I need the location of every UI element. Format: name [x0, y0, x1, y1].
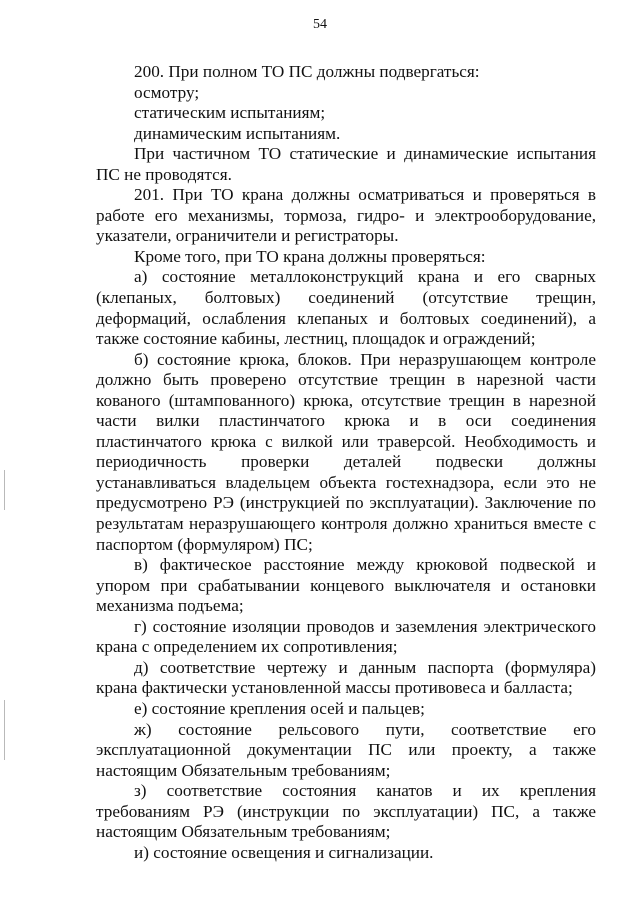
list-item-inspection: осмотру; — [134, 82, 200, 102]
item-z-ropes: з) соответствие состояния канатов и их крепления требованиям РЭ (инструкции по эксплуатации) ПС, а также настоящим Обязательным требованиям; — [96, 781, 596, 842]
item-g-insulation: г) состояние изоляции проводов и заземления электрического крана с определением их сопротивления; — [96, 616, 596, 657]
page-number: 54 — [313, 17, 327, 32]
scan-edge-mark — [4, 700, 5, 760]
item-e-axles-pins: е) состояние крепления осей и пальцев; — [134, 698, 425, 718]
item-b-hook-blocks: б) состояние крюка, блоков. При неразрушающем контроле должно быть проверено отсутствие трещин в нарезной части кованого (штампованного) крюка, отсутствие трещин в нарезной части вилки пластинчатого крюка и в оси соединения пластинчатого крюка с вилкой или траверсой. Необходимость и периодичность проверки деталей подвески должны устанавливаться владельцем объекта гостехнадзора, если это не предусмотрено РЭ (инструкцией по эксплуатации). Заключение по результатам неразрушающего контроля должно храниться вместе с паспортом (формуляром) ПС; — [96, 349, 596, 554]
item-d-counterweight: д) соответствие чертежу и данным паспорта (формуляра) крана фактически установленной массы противовеса и балласта; — [96, 657, 596, 698]
item-v-hook-distance: в) фактическое расстояние между крюковой подвеской и упором при срабатывании концевого выключателя и остановки механизма подъема; — [96, 555, 596, 616]
document-body — [96, 62, 596, 863]
paragraph-201: 201. При ТО крана должны осматриваться и проверяться в работе его механизмы, тормоза, гидро- и электрооборудование, указатели, ограничители и регистраторы. — [96, 185, 596, 246]
paragraph-also-check: Кроме того, при ТО крана должны проверяться: — [134, 246, 486, 266]
scan-edge-mark — [4, 470, 5, 510]
item-i-lighting: и) состояние освещения и сигнализации. — [134, 842, 434, 862]
list-item-static-tests: статическим испытаниям; — [134, 103, 326, 123]
paragraph-200: 200. При полном ТО ПС должны подвергаться: — [134, 62, 480, 81]
list-item-dynamic-tests: динамическим испытаниям. — [134, 123, 341, 143]
item-zh-rail-track: ж) состояние рельсового пути, соответствие его эксплуатационной документации ПС или проекту, а также настоящим Обязательным требованиям; — [96, 719, 596, 780]
paragraph-partial-maintenance: При частичном ТО статические и динамические испытания ПС не проводятся. — [96, 144, 596, 184]
item-a-metal-structures: а) состояние металлоконструкций крана и его сварных (клепаных, болтовых) соединений (отсутствие трещин, деформаций, ослабления клепаных и болтовых соединений), а также состояние кабины, лестниц, площадок и ограждений; — [96, 267, 596, 349]
